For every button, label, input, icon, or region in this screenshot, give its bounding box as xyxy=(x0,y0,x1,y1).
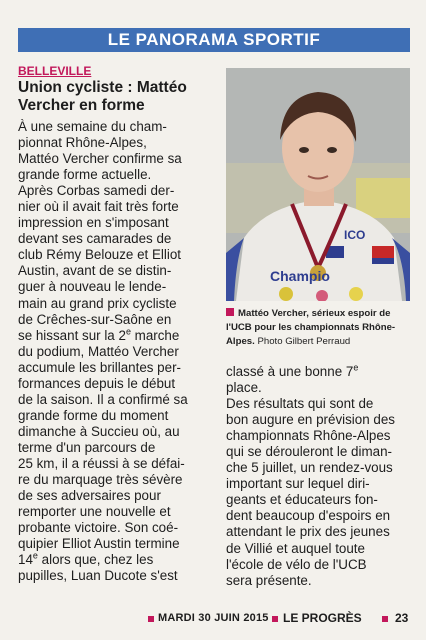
footer-square-icon xyxy=(148,616,154,622)
body-right-part-2: place. Des résultats qui sont de bon augure en prévision des championnats Rhône-Alpes qui se dérouleront le diman- che 5 juillet, un rendez-vous important sur lequel diri- geants et éducateurs fon- dent beaucoup d'espoirs en attendant le prix des jeunes de Villié et auquel toute l'école de vélo de l'UCB sera présente. xyxy=(226,380,395,588)
athlete-photo-illustration xyxy=(226,68,410,301)
article-headline: Union cycliste : Mattéo Vercher en forme xyxy=(18,79,187,114)
body-right-part-1: classé à une bonne 7 xyxy=(226,364,354,379)
footer-date: MARDI 30 JUIN 2015 xyxy=(158,612,269,624)
body-left-part-3: alors que, chez les pupilles, Luan Ducote s'est xyxy=(18,552,178,584)
footer-square-icon xyxy=(382,616,388,622)
body-left-part-2: marche du podium, Mattéo Vercher accumule les brillantes per- formances depuis le début de la saison. Il a confirmé sa grande forme du moment dimanche à Succieu où, au terme d'un parcours de 25 km, il a réussi à se défai- re du marquage très sévère de ses adversaires pour remporter une nouvelle et probante victoire. Son coé- quipier Elliot Austin termine 14 xyxy=(18,327,188,568)
section-banner xyxy=(18,28,410,52)
athlete-photo xyxy=(226,68,410,301)
footer-publication: LE PROGRÈS xyxy=(283,611,362,625)
photo-caption xyxy=(226,307,410,349)
jersey-text: Champio xyxy=(270,268,330,284)
footer-page-number: 23 xyxy=(395,611,409,625)
body-left-part-1: À une semaine du cham- pionnat Rhône-Alpes, Mattéo Vercher confirme sa grande forme actuelle. Après Corbas samedi der- nier où il avait fait très forte impression en s'imposant devant ses camarades de club Rémy Belouze et Elliot Austin, avant de se distin- guer à nouveau le lende- main au grand prix cycliste de Crêches-sur-Saône en se hissant sur la 2 xyxy=(18,119,182,343)
superscript-e: e xyxy=(125,326,131,337)
photo-credit: Photo Gilbert Perraud xyxy=(257,336,351,347)
article-kicker: BELLEVILLE xyxy=(18,64,92,78)
article-body-right xyxy=(226,364,414,589)
caption-text: Mattéo Vercher, sérieux espoir de l'UCB pour les championnats Rhône-Alpes. xyxy=(226,308,396,347)
caption-bullet-icon xyxy=(226,308,234,316)
jersey-brand: ICO xyxy=(344,228,366,242)
article-right-column xyxy=(226,364,414,589)
page-footer xyxy=(0,608,426,628)
article-left-column xyxy=(18,64,218,584)
article-body-left xyxy=(18,119,218,584)
footer-square-icon xyxy=(272,616,278,622)
section-title: LE PANORAMA SPORTIF xyxy=(107,30,321,49)
superscript-e: e xyxy=(353,362,359,373)
superscript-e: e xyxy=(32,550,38,561)
